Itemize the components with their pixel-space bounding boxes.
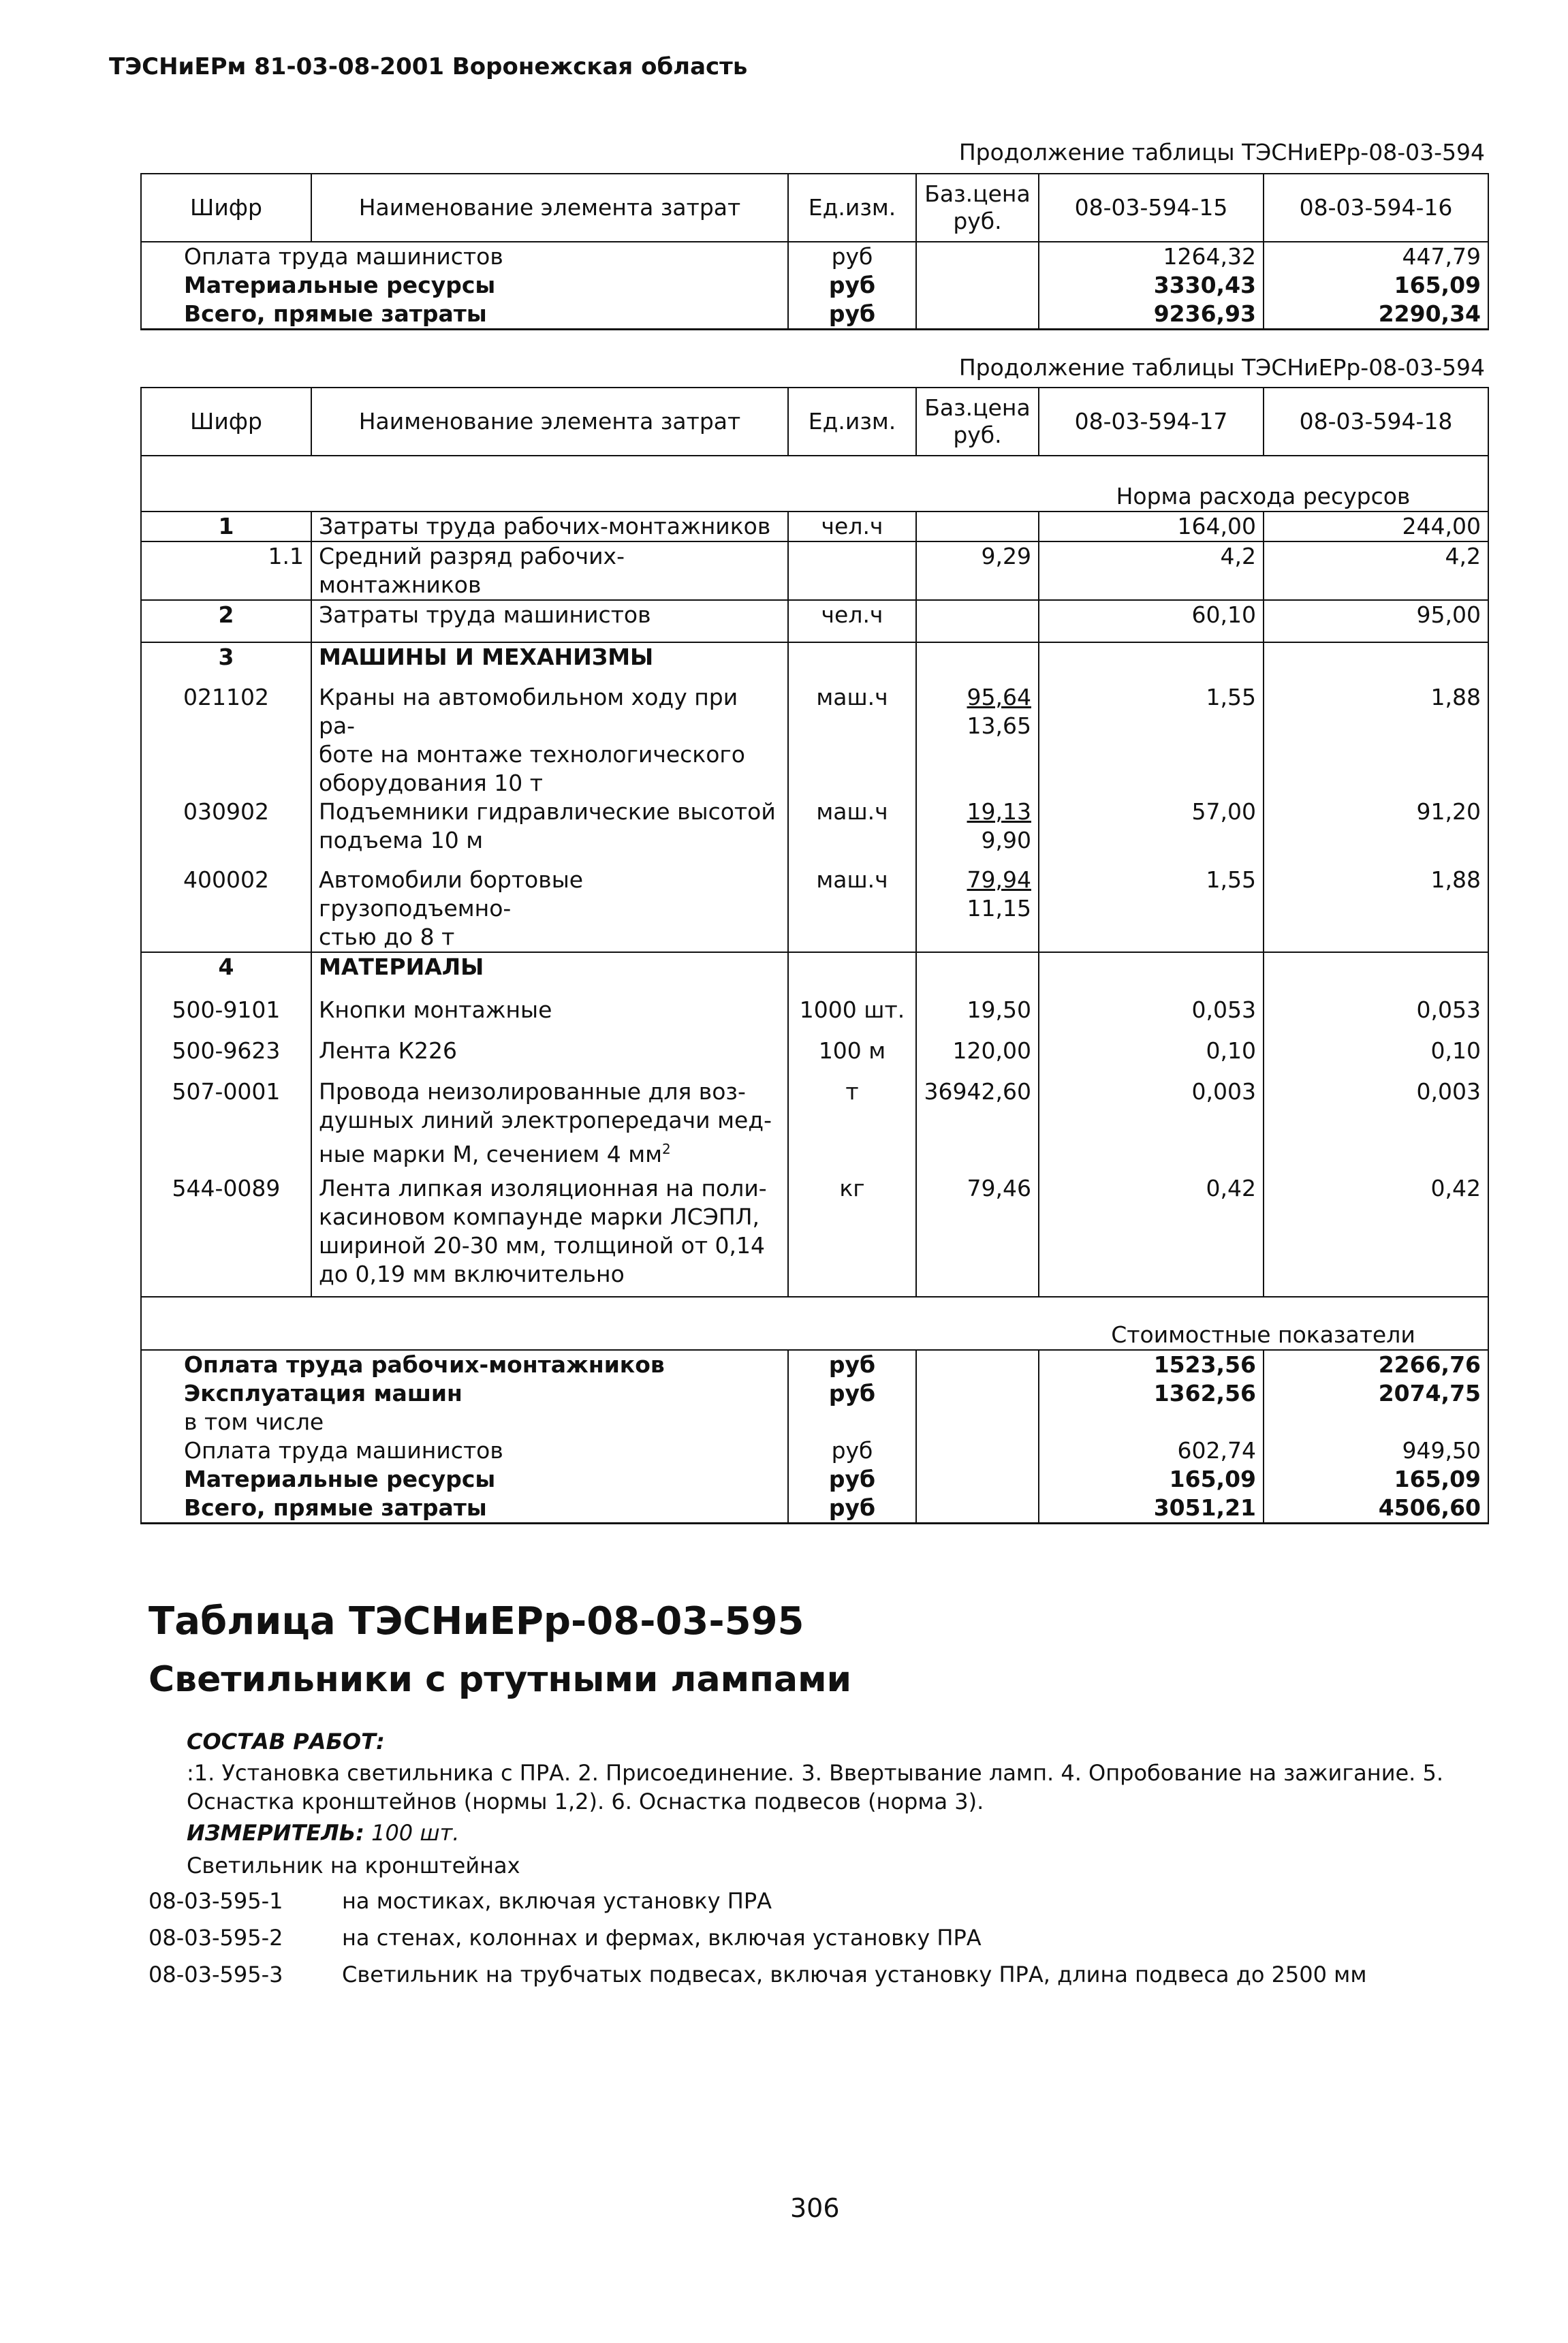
table-caption-1: Продолжение таблицы ТЭСНиЕРр-08-03-594 — [958, 139, 1485, 166]
table-row: 500-9101 Кнопки монтажные 1000 шт. 19,50 0,053 0,053 — [141, 996, 1488, 1037]
norm-caption: Норма расхода ресурсов — [1039, 482, 1488, 512]
col-price-header: Баз.цена руб. — [916, 174, 1039, 242]
item-code: 08-03-595-2 — [148, 1925, 283, 1951]
col-594-17-header: 08-03-594-17 — [1039, 388, 1264, 456]
col-594-15-header: 08-03-594-15 — [1039, 174, 1264, 242]
col-name-header: Наименование элемента затрат — [311, 174, 788, 242]
table-row: в том числе — [141, 1408, 1488, 1436]
table-row: Материальные ресурсы руб 165,09 165,09 — [141, 1465, 1488, 1494]
table-caption-2: Продолжение таблицы ТЭСНиЕРр-08-03-594 — [958, 354, 1485, 381]
item-text: на стенах, колоннах и фермах, включая установку ПРА — [342, 1925, 982, 1951]
col-code-header: Шифр — [141, 174, 311, 242]
table-row: 400002 Автомобили бортовые грузоподъемно- стью до 8 т маш.ч 79,94 11,15 1,55 1,88 — [141, 866, 1488, 952]
table-row: 544-0089 Лента липкая изоляционная на поли- касиновом компаунде марки ЛСЭПЛ, шириной 20-30 мм, толщиной от 0,14 до 0,19 мм включительно кг 79,46 0,42 0,42 — [141, 1174, 1488, 1297]
table-row: 2 Затраты труда машинистов чел.ч 60,10 95,00 — [141, 600, 1488, 642]
work-composition-label: СОСТАВ РАБОТ: — [187, 1729, 385, 1755]
item-code: 08-03-595-1 — [148, 1888, 283, 1914]
item-code: 08-03-595-3 — [148, 1962, 283, 1987]
table-row: 4 МАТЕРИАЛЫ — [141, 952, 1488, 996]
table-row: Оплата труда машинистов руб 602,74 949,50 — [141, 1436, 1488, 1465]
cost-table-1 — [140, 173, 1489, 330]
table-row: 1 Затраты труда рабочих-монтажников чел.ч 164,00 244,00 — [141, 512, 1488, 541]
meter-line — [187, 1820, 459, 1846]
table-row: 021102 Краны на автомобильном ходу при ра- боте на монтаже технологического оборудования 10 т маш.ч 95,64 13,65 1,55 1,88 — [141, 683, 1488, 798]
col-price-header: Баз.цена руб. — [916, 388, 1039, 456]
table-row: 1.1 Средний разряд рабочих-монтажников 9,29 4,2 4,2 — [141, 541, 1488, 600]
col-unit-header: Ед.изм. — [788, 174, 916, 242]
page-number: 306 — [790, 2193, 840, 2223]
group-label: Светильник на кронштейнах — [187, 1853, 520, 1878]
table-row: Всего, прямые затраты руб 3051,21 4506,60 — [141, 1494, 1488, 1524]
meter-value: 100 шт. — [371, 1820, 460, 1846]
cost-table-2 — [140, 387, 1489, 1524]
cost-caption: Стоимостные показатели — [1039, 1321, 1488, 1350]
section-title: Таблица ТЭСНиЕРр-08-03-595 — [148, 1599, 804, 1644]
section-subtitle: Светильники с ртутными лампами — [148, 1659, 852, 1700]
table-row: Оплата труда рабочих-монтажников руб 1523,56 2266,76 — [141, 1350, 1488, 1379]
table-row: Материальные ресурсы руб 3330,43 165,09 — [141, 271, 1488, 300]
work-composition-text-2: Оснастка кронштейнов (нормы 1,2). 6. Оснастка подвесов (норма 3). — [187, 1789, 984, 1814]
col-594-18-header: 08-03-594-18 — [1264, 388, 1488, 456]
meter-label: ИЗМЕРИТЕЛЬ: — [187, 1820, 364, 1846]
table-row: 030902 Подъемники гидравлические высотой подъема 10 м маш.ч 19,13 9,90 57,00 91,20 — [141, 798, 1488, 866]
document-header: ТЭСНиЕРм 81-03-08-2001 Воронежская область — [109, 53, 748, 80]
table-row: 500-9623 Лента К226 100 м 120,00 0,10 0,10 — [141, 1037, 1488, 1078]
table-row: 3 МАШИНЫ И МЕХАНИЗМЫ — [141, 642, 1488, 683]
col-name-header: Наименование элемента затрат — [311, 388, 788, 456]
col-unit-header: Ед.изм. — [788, 388, 916, 456]
item-text: на мостиках, включая установку ПРА — [342, 1888, 772, 1914]
col-code-header: Шифр — [141, 388, 311, 456]
col-594-16-header: 08-03-594-16 — [1264, 174, 1488, 242]
table-row: Эксплуатация машин руб 1362,56 2074,75 — [141, 1379, 1488, 1408]
table-row: Всего, прямые затраты руб 9236,93 2290,34 — [141, 300, 1488, 330]
table-row: 507-0001 Провода неизолированные для воз- душных линий электропередачи мед- ные марки М, сечением 4 $мм^2$ т 36942,60 0,003 0,003 — [141, 1078, 1488, 1174]
item-text: Светильник на трубчатых подвесах, включая установку ПРА, длина подвеса до 2500 мм — [342, 1962, 1367, 1987]
table-row: Оплата труда машинистов руб 1264,32 447,79 — [141, 242, 1488, 271]
work-composition-text-1: :1. Установка светильника с ПРА. 2. Присоединение. 3. Ввертывание ламп. 4. Опробование на зажигание. 5. — [187, 1760, 1444, 1786]
